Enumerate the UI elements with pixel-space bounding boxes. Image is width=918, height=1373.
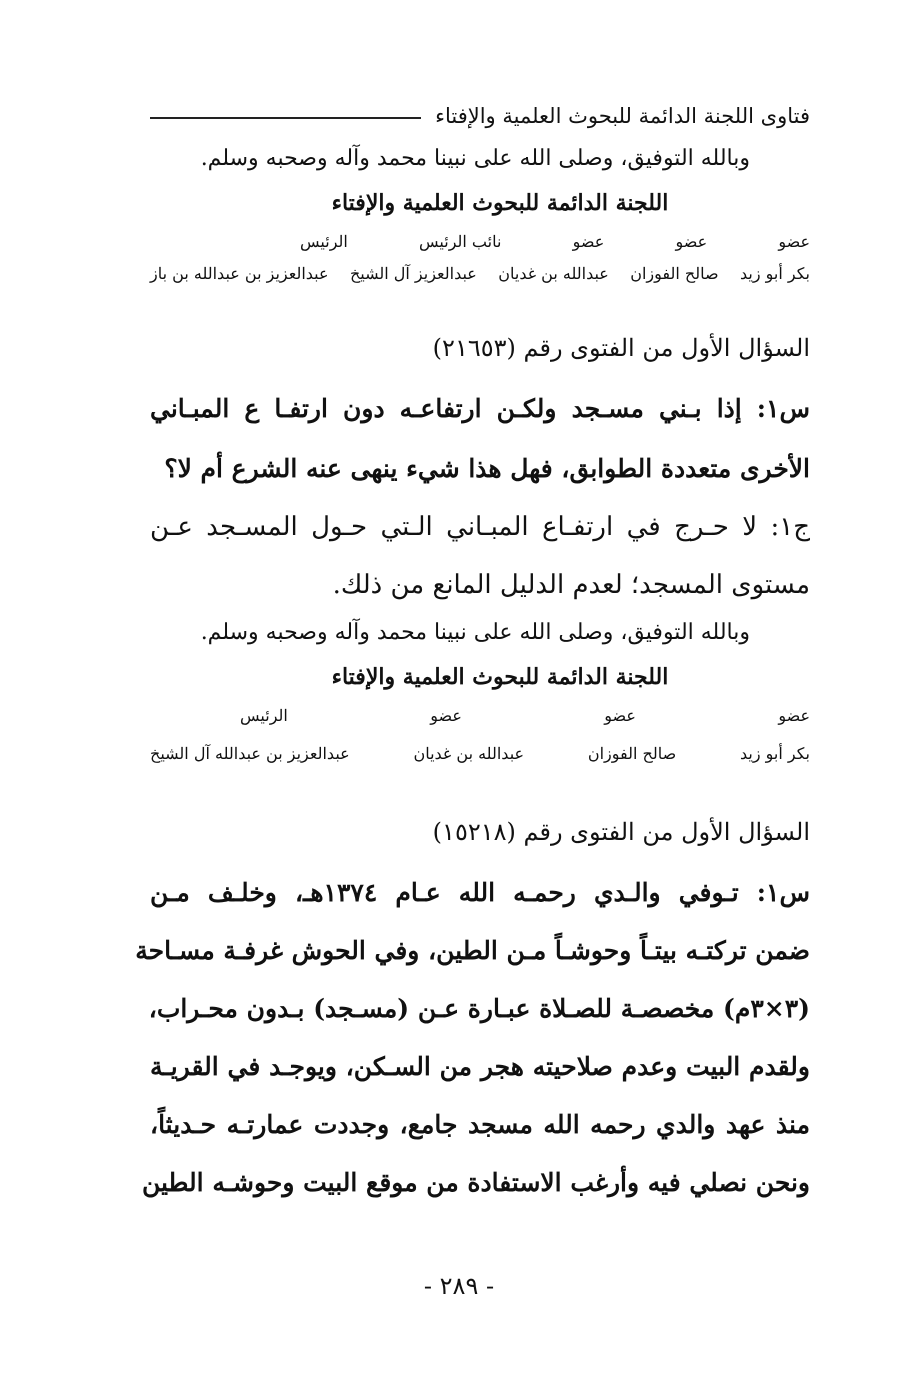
closing-formula: وبالله التوفيق، وصلى الله على نبينا محمد وآله وصحبه وسلم. xyxy=(200,146,750,171)
signatory-name: صالح الفوزان xyxy=(587,744,677,763)
closing-formula: وبالله التوفيق، وصلى الله على نبينا محمد وآله وصحبه وسلم. xyxy=(200,620,750,645)
running-title: فتاوى اللجنة الدائمة للبحوث العلمية والإفتاء xyxy=(435,104,810,128)
question-line: ونحن نصلي فيه وأرغب الاستفادة من موقع البيت وحوشـه الطين xyxy=(141,1168,810,1197)
signatory-name: عبدالله بن غديان xyxy=(413,744,525,763)
signatory-name: بكر أبو زيد xyxy=(739,744,810,763)
signatory-roles xyxy=(150,706,810,725)
question-line: الأخرى متعددة الطوابق، فهل هذا شيء ينهى عنه الشرع أم لا؟ xyxy=(164,454,810,483)
signatory-names xyxy=(150,264,810,283)
role: الرئيس xyxy=(240,706,288,725)
signatory-name: عبدالعزيز بن عبدالله آل الشيخ xyxy=(150,744,350,763)
role: عضو xyxy=(675,232,708,251)
role: عضو xyxy=(572,232,605,251)
running-header xyxy=(150,96,810,136)
header-rule xyxy=(150,117,421,119)
fatwa-heading: السؤال الأول من الفتوى رقم (١٥٢١٨) xyxy=(432,818,810,846)
role: الرئيس xyxy=(300,232,348,251)
question-line: منذ عهد والدي رحمه الله مسجد جامع، وجددت عمارتـه حـديثاً، xyxy=(150,1110,810,1139)
role: عضو xyxy=(778,232,810,251)
question-line: (٣×٣م) مخصصـة للصـلاة عبـارة عـن (مسـجد) بـدون محـراب، xyxy=(148,994,810,1023)
role: عضو xyxy=(430,706,462,725)
committee-title: اللجنة الدائمة للبحوث العلمية والإفتاء xyxy=(331,190,669,216)
signatory-name: صالح الفوزان xyxy=(630,264,719,283)
role: عضو xyxy=(604,706,636,725)
signatory-name: عبدالعزيز بن عبدالله بن باز xyxy=(150,264,329,283)
page-number: - ٢٨٩ - xyxy=(423,1272,495,1300)
committee-title: اللجنة الدائمة للبحوث العلمية والإفتاء xyxy=(331,664,669,690)
question-line: س١: إذا بـني مسـجد ولكـن ارتفاعـه دون ارتفـا ع المبـاني xyxy=(150,394,810,423)
signatory-name: عبدالعزيز آل الشيخ xyxy=(349,264,477,283)
role: عضو xyxy=(778,706,810,725)
signatory-roles xyxy=(150,232,810,251)
role: نائب الرئيس xyxy=(419,232,502,251)
signatory-name: بكر أبو زيد xyxy=(739,264,810,283)
answer-line: مستوى المسجد؛ لعدم الدليل المانع من ذلك. xyxy=(332,570,810,600)
question-line: ولقدم البيت وعدم صلاحيته هجر من السـكن، ويوجـد في القريـة xyxy=(150,1052,810,1081)
signatory-names xyxy=(150,744,810,763)
answer-line: ج١: لا حـرج في ارتفـاع المبـاني الـتي حـول المسـجد عـن xyxy=(150,512,810,542)
question-line: س١: تـوفي والـدي رحمـه الله عـام ١٣٧٤هـ، وخلـف مـن xyxy=(150,878,810,907)
question-line: ضمن تركتـه بيتـاً وحوشـاً مـن الطين، وفي الحوش غرفـة مسـاحة xyxy=(135,936,810,965)
signatory-name: عبدالله بن غديان xyxy=(498,264,609,283)
fatwa-heading: السؤال الأول من الفتوى رقم (٢١٦٥٣) xyxy=(432,334,810,362)
